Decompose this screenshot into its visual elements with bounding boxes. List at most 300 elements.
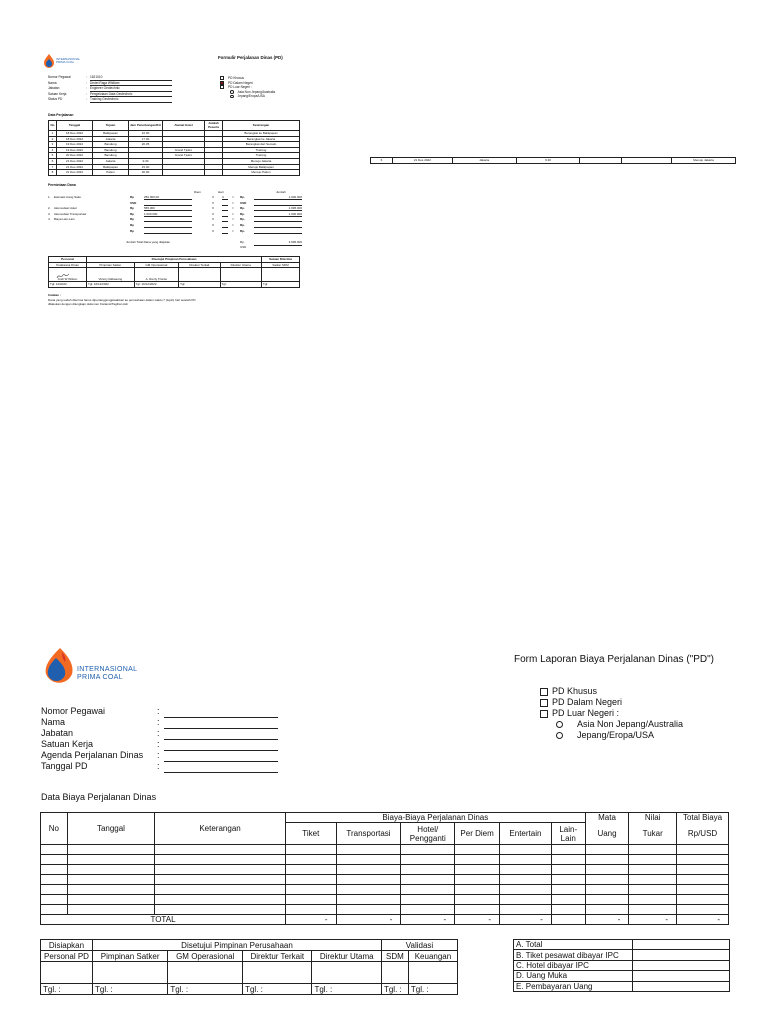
report-pd-option[interactable]: PD Khusus <box>540 686 740 697</box>
mini-itinerary-header: Jumlah Peserta <box>205 121 223 131</box>
overflow-cell[interactable]: 9.30 <box>516 158 580 164</box>
report-cell[interactable] <box>585 905 629 915</box>
mini-funds-amount[interactable] <box>144 201 192 206</box>
mini-itinerary-cell[interactable]: Berangkat dari Semalo <box>223 142 300 148</box>
mini-funds-eq: = <box>232 200 234 205</box>
mini-form <box>44 50 304 312</box>
mini-form-title: Formulir Perjalanan Dinas (PD) <box>218 55 283 60</box>
radio-icon[interactable] <box>556 721 563 728</box>
mini-funds-total[interactable] <box>254 201 302 206</box>
mini-funds-eq: = <box>232 206 234 211</box>
checkbox-icon[interactable] <box>540 688 548 696</box>
identity-colon: : <box>157 728 160 738</box>
report-cell[interactable] <box>500 875 552 885</box>
sig-space[interactable] <box>41 962 93 984</box>
checkbox-icon[interactable] <box>540 699 548 707</box>
report-cell[interactable] <box>285 845 336 855</box>
report-cell[interactable] <box>585 895 629 905</box>
mini-field-value[interactable]: Training Geotechnic <box>90 97 172 103</box>
mini-funds-days[interactable] <box>222 217 228 222</box>
mini-pd-suboption[interactable]: Jepang/Eropa/USA <box>220 94 310 99</box>
mini-funds-amount[interactable]: 565.000 <box>144 206 192 211</box>
total-value: - <box>677 915 729 925</box>
summary-label: B. Tiket pesawat dibayar IPC <box>514 950 633 960</box>
identity-colon: : <box>157 750 160 760</box>
mini-approval-date[interactable]: Tgl: <box>179 282 220 288</box>
mini-funds-days[interactable] <box>222 229 228 234</box>
report-cell[interactable] <box>155 895 286 905</box>
mini-company-logo <box>44 54 84 70</box>
report-cell[interactable] <box>155 875 286 885</box>
report-cell[interactable] <box>285 905 336 915</box>
mini-itinerary-cell[interactable]: 20 Des 2022 <box>57 153 93 159</box>
mini-funds-cur: USD <box>130 200 137 205</box>
mini-funds-days[interactable] <box>222 212 228 217</box>
mini-itinerary-header: No <box>49 121 57 131</box>
mini-approval-role: Direktur Utama <box>220 262 261 268</box>
mini-itinerary-cell[interactable]: Menuju Balikpapan <box>223 164 300 170</box>
overflow-cell[interactable]: Menuju Jakarta <box>672 158 736 164</box>
mini-itinerary-cell[interactable]: 2 <box>49 136 57 142</box>
mini-field-value[interactable]: Engineer Geotechnic <box>90 86 172 92</box>
mini-funds-amount[interactable] <box>144 229 192 234</box>
sig-date[interactable]: Tgl. : <box>243 984 312 995</box>
mini-funds-total[interactable]: 1.695.000 <box>254 206 302 211</box>
summary-value[interactable] <box>633 971 730 981</box>
mini-itinerary-cell[interactable]: Grand Tjokro <box>163 153 205 159</box>
report-cell[interactable] <box>401 855 455 865</box>
mini-itinerary-cell[interactable]: 1 <box>49 131 57 137</box>
report-cell[interactable] <box>67 865 154 875</box>
mini-itinerary-cell[interactable]: Menuju Paiton <box>223 170 300 176</box>
sig-role: GM Operasional <box>168 951 243 962</box>
sig-role: SDM <box>381 951 408 962</box>
report-cell[interactable] <box>285 865 336 875</box>
identity-input-line[interactable] <box>164 750 278 751</box>
mini-itinerary-cell[interactable]: Jakarta <box>93 158 129 164</box>
report-cell[interactable] <box>677 905 729 915</box>
mini-funds-rows <box>48 195 304 237</box>
report-cell[interactable] <box>336 905 401 915</box>
mini-itinerary-cell[interactable]: 18 Des 2022 <box>57 131 93 137</box>
mini-itinerary-cell[interactable]: 6 <box>49 158 57 164</box>
mini-itinerary-cell[interactable]: 20.00 <box>129 170 163 176</box>
report-cell[interactable] <box>500 865 552 875</box>
mini-funds-x: X <box>212 223 215 227</box>
report-cell[interactable] <box>551 865 585 875</box>
mini-itinerary-cell[interactable]: Bandung <box>93 153 129 159</box>
sig-space[interactable] <box>93 962 168 984</box>
mini-pd-option[interactable]: PD Khusus <box>220 76 310 81</box>
report-total-row <box>41 915 729 925</box>
mini-funds-amount[interactable] <box>144 217 192 222</box>
mini-approval-date[interactable]: Tgl: 16/12/2022 <box>134 282 178 288</box>
mini-itinerary-title: Data Perjalanan <box>48 113 74 117</box>
report-cell[interactable] <box>41 855 68 865</box>
radio-icon[interactable] <box>230 90 234 94</box>
sig-space[interactable] <box>168 962 243 984</box>
report-cell[interactable] <box>67 855 154 865</box>
mini-itinerary-cell[interactable]: Balikpapan <box>93 164 129 170</box>
checkbox-icon[interactable] <box>540 710 548 718</box>
report-cell[interactable] <box>336 865 401 875</box>
mini-funds-days[interactable] <box>222 206 228 211</box>
identity-label: Tanggal PD <box>41 761 88 771</box>
total-value: - <box>401 915 455 925</box>
overflow-cell[interactable] <box>622 158 672 164</box>
mini-itinerary-cell[interactable] <box>205 170 223 176</box>
report-cell[interactable] <box>155 845 286 855</box>
mini-funds-amount[interactable]: 250.000,00 <box>144 195 192 200</box>
total-value <box>551 915 585 925</box>
mini-funds-total-rp: Rp. <box>240 240 245 244</box>
report-row <box>41 895 729 905</box>
report-row <box>41 885 729 895</box>
identity-input-line[interactable] <box>164 761 278 762</box>
report-cell[interactable] <box>585 875 629 885</box>
mini-itinerary-cell[interactable]: 8 <box>49 170 57 176</box>
report-cell[interactable] <box>41 845 68 855</box>
mini-approval-role: Satkar SDM <box>262 262 300 268</box>
report-cell[interactable] <box>455 865 500 875</box>
sig-date[interactable]: Tgl. : <box>381 984 408 995</box>
checkbox-icon[interactable] <box>220 85 224 89</box>
mini-approval-date[interactable]: Tgl: <box>220 282 261 288</box>
mini-itinerary-cell[interactable]: 17.00 <box>129 136 163 142</box>
mini-approval-date[interactable]: Tgl: 12/2022 <box>49 282 87 288</box>
report-cell[interactable] <box>285 885 336 895</box>
mini-funds-header-diem: Diem <box>194 190 202 194</box>
mini-approval-name[interactable] <box>262 268 300 282</box>
report-row <box>41 905 729 915</box>
report-cost-table <box>40 812 729 925</box>
report-cell[interactable] <box>677 895 729 905</box>
mini-funds-total[interactable] <box>254 223 302 228</box>
total-label: TOTAL <box>41 915 286 925</box>
mini-pd-option[interactable]: PD Luar Negeri : <box>220 85 310 90</box>
mini-funds-days[interactable]: 4 <box>222 195 228 200</box>
mini-funds-days[interactable] <box>222 201 228 206</box>
overflow-itinerary-row <box>370 157 736 164</box>
sig-space[interactable] <box>312 962 382 984</box>
mini-funds-amount[interactable] <box>144 223 192 228</box>
report-pd-option[interactable]: PD Luar Negeri : <box>540 708 740 719</box>
overflow-cell[interactable] <box>580 158 622 164</box>
mini-approval-name[interactable]: Andi W Wilson <box>49 268 87 282</box>
identity-input-line[interactable] <box>164 728 278 729</box>
mini-itinerary-cell[interactable]: Jakarta <box>93 136 129 142</box>
report-cell[interactable] <box>629 885 677 895</box>
mini-approval-name[interactable]: Victory Rabasung <box>87 268 135 282</box>
report-cell[interactable] <box>155 855 286 865</box>
report-cell[interactable] <box>336 895 401 905</box>
overflow-cell[interactable]: 21 Des 2022 <box>392 158 452 164</box>
report-cell[interactable] <box>67 905 154 915</box>
radio-icon[interactable] <box>230 95 234 99</box>
mini-field-label: Satuan Kerja <box>48 91 67 96</box>
mini-itinerary-cell[interactable]: 20.35 <box>129 142 163 148</box>
checkbox-checked-icon[interactable] <box>220 81 224 85</box>
report-cost-body <box>41 845 729 915</box>
mini-itinerary-cell[interactable]: 15.00 <box>129 164 163 170</box>
report-cell[interactable] <box>401 885 455 895</box>
report-cell[interactable] <box>500 905 552 915</box>
identity-input-line[interactable] <box>164 739 278 740</box>
report-cell[interactable] <box>455 845 500 855</box>
identity-colon: : <box>157 761 160 771</box>
sig-space[interactable] <box>408 962 457 984</box>
summary-row <box>514 940 730 950</box>
mini-funds-total-usd: USD <box>240 245 247 249</box>
report-cell[interactable] <box>401 905 455 915</box>
report-cell[interactable] <box>585 855 629 865</box>
mini-funds-cur: Rp <box>130 223 134 227</box>
report-cell[interactable] <box>551 875 585 885</box>
sig-date[interactable]: Tgl. : <box>312 984 382 995</box>
report-cell[interactable] <box>41 865 68 875</box>
report-cell[interactable] <box>336 885 401 895</box>
mini-funds-eq: = <box>232 228 234 233</box>
mini-itinerary-cell[interactable]: 9.30 <box>129 158 163 164</box>
identity-label: Nama <box>41 717 66 727</box>
mini-funds-header-hari: Hari <box>218 190 224 194</box>
mini-field-label: Jabatan <box>48 86 60 91</box>
report-cell[interactable] <box>551 905 585 915</box>
mini-funds-header-jumlah: Jumlah <box>276 190 286 194</box>
mini-approval-date[interactable]: Tgl: 16/12/2022 <box>87 282 135 288</box>
report-cell[interactable] <box>455 885 500 895</box>
report-cell[interactable] <box>336 855 401 865</box>
mini-approval-name[interactable] <box>220 268 261 282</box>
mini-funds-total[interactable] <box>254 229 302 234</box>
report-cell[interactable] <box>500 855 552 865</box>
mini-funds-total[interactable] <box>254 217 302 222</box>
col-transportasi: Transportasi <box>336 823 401 845</box>
report-pd-option[interactable]: PD Dalam Negeri <box>540 697 740 708</box>
identity-input-line[interactable] <box>164 717 278 718</box>
mini-itinerary-cell[interactable]: 4 <box>49 147 57 153</box>
mini-itinerary-header-row <box>49 121 300 131</box>
summary-value[interactable] <box>633 950 730 960</box>
mini-funds-label: Estimasi Uang Saku <box>54 195 82 199</box>
summary-row <box>514 950 730 960</box>
mini-pd-suboption[interactable]: Asia Non Jepang/Australia <box>220 90 310 95</box>
mini-itinerary-cell[interactable]: Bandung <box>93 147 129 153</box>
summary-value[interactable] <box>633 981 730 991</box>
mini-itinerary-cell[interactable]: Balikpapan <box>93 131 129 137</box>
report-cell[interactable] <box>455 905 500 915</box>
report-cell[interactable] <box>401 865 455 875</box>
mini-approval-role: GM Operasional <box>134 262 178 268</box>
report-cell[interactable] <box>336 875 401 885</box>
report-cell[interactable] <box>629 905 677 915</box>
mini-funds-x: X <box>212 195 215 199</box>
overflow-cell[interactable]: 6 <box>371 158 393 164</box>
mini-identity-fields <box>48 75 188 103</box>
report-cell[interactable] <box>500 895 552 905</box>
mini-itinerary-cell[interactable]: Paiton <box>93 170 129 176</box>
mini-funds-eq: = <box>232 223 234 227</box>
report-cell[interactable] <box>67 875 154 885</box>
report-cell[interactable] <box>41 885 68 895</box>
sig-date[interactable]: Tgl. : <box>408 984 457 995</box>
mini-approval-role: Direktur Terkait <box>179 262 220 268</box>
report-cell[interactable] <box>67 895 154 905</box>
report-cell[interactable] <box>401 875 455 885</box>
mini-funds-x: X <box>212 200 215 205</box>
report-cell[interactable] <box>455 875 500 885</box>
mini-itinerary-header: Alamat Hotel <box>163 121 205 131</box>
mini-itinerary-cell[interactable]: 19 Des 2022 <box>57 147 93 153</box>
report-cell[interactable] <box>336 845 401 855</box>
mini-itinerary-cell[interactable]: Training <box>223 147 300 153</box>
sig-role: Direktur Terkait <box>243 951 312 962</box>
mini-itinerary-cell[interactable]: 21 Des 2022 <box>57 170 93 176</box>
total-value: - <box>455 915 500 925</box>
report-cell[interactable] <box>551 885 585 895</box>
mini-funds-days[interactable] <box>222 223 228 228</box>
sig-date[interactable]: Tgl. : <box>41 984 93 995</box>
summary-value[interactable] <box>633 940 730 950</box>
identity-input-line[interactable] <box>164 772 278 773</box>
mini-funds-amount[interactable]: 1.000.000 <box>144 212 192 217</box>
mini-field-value[interactable]: Dedet Raga Whitlam <box>90 81 172 87</box>
mini-itinerary-cell[interactable]: 19 Des 2022 <box>57 142 93 148</box>
mini-itinerary-cell[interactable]: Training <box>223 153 300 159</box>
mini-itinerary-row <box>49 170 300 176</box>
report-cell[interactable] <box>155 905 286 915</box>
mini-funds-total-value: 3.695.000 <box>254 240 302 246</box>
report-cell[interactable] <box>500 885 552 895</box>
report-cell[interactable] <box>41 905 68 915</box>
mini-funds-no: 4. <box>48 217 51 222</box>
mini-itinerary-header: Keterangan <box>223 121 300 131</box>
report-signature-table <box>40 939 458 995</box>
report-cell[interactable] <box>585 845 629 855</box>
mini-funds-cur: Rp <box>130 195 134 199</box>
report-cell[interactable] <box>67 885 154 895</box>
report-row <box>41 875 729 885</box>
sig-disetujui: Disetujui Pimpinan Perusahaan <box>93 940 382 951</box>
mini-field-value[interactable]: Pengelolaan Data Geotechnic <box>90 92 172 98</box>
report-pd-suboption[interactable]: Jepang/Eropa/USA <box>540 730 740 741</box>
mini-funds-total-label: Jumlah Total Dana yang diajukan <box>126 240 171 244</box>
report-row <box>41 865 729 875</box>
mini-notes-text: Dana yang sudah diterima harus dipertanggungjawabkan ke perusahaan dalam waktu 7 (tujuh) hari setelah PD <box>48 298 196 302</box>
report-cell[interactable] <box>677 865 729 875</box>
mini-field-value[interactable]: 1621010 <box>90 75 172 81</box>
report-cell[interactable] <box>41 875 68 885</box>
mini-funds-total[interactable]: 1.000.000 <box>254 212 302 217</box>
report-summary-table <box>513 939 730 992</box>
report-cell[interactable] <box>585 865 629 875</box>
mini-itinerary-cell[interactable] <box>163 170 205 176</box>
mini-itinerary-header: Tanggal <box>57 121 93 131</box>
overflow-cell[interactable]: Jakarta <box>452 158 516 164</box>
report-cell[interactable] <box>629 875 677 885</box>
mini-approval-name[interactable] <box>179 268 220 282</box>
report-cell[interactable] <box>629 895 677 905</box>
radio-icon[interactable] <box>556 732 563 739</box>
mini-itinerary-cell[interactable]: Berangkat ke Jakarta <box>223 136 300 142</box>
mini-funds-eq: = <box>232 217 234 222</box>
mini-approval-col-left: Personal <box>49 257 87 263</box>
mini-approval-name[interactable]: A. Renty Trianto <box>134 268 178 282</box>
report-cell[interactable] <box>677 885 729 895</box>
mini-approval-date[interactable]: Tgl: <box>262 282 300 288</box>
mini-pd-options <box>220 76 310 99</box>
report-cell[interactable] <box>41 895 68 905</box>
mini-itinerary-cell[interactable]: 16.00 <box>129 131 163 137</box>
checkbox-icon[interactable] <box>220 76 224 80</box>
report-cell[interactable] <box>67 845 154 855</box>
sig-disiapkan: Disiapkan <box>41 940 93 951</box>
col-no: No <box>41 813 68 845</box>
mini-itinerary-cell[interactable]: Menuju Jakarta <box>223 158 300 164</box>
mini-itinerary-cell[interactable]: 21 Des 2022 <box>57 164 93 170</box>
report-cell[interactable] <box>551 855 585 865</box>
summary-label: D. Uang Muka <box>514 971 633 981</box>
report-cell[interactable] <box>285 875 336 885</box>
sig-date[interactable]: Tgl. : <box>93 984 168 995</box>
mini-field-row: Status PD : Training Geotechnic <box>48 97 188 103</box>
report-cell[interactable] <box>629 845 677 855</box>
sig-space[interactable] <box>381 962 408 984</box>
report-cell[interactable] <box>629 855 677 865</box>
summary-label: E. Pembayaran Uang <box>514 981 633 991</box>
report-cell[interactable] <box>285 855 336 865</box>
report-cell[interactable] <box>401 895 455 905</box>
mini-field-row: Nama : Dedet Raga Whitlam <box>48 81 188 87</box>
report-cell[interactable] <box>455 855 500 865</box>
report-cell[interactable] <box>285 895 336 905</box>
mini-funds-total[interactable]: 1.000.000 <box>254 195 302 200</box>
report-cell[interactable] <box>677 875 729 885</box>
identity-colon: : <box>157 706 160 716</box>
total-value: - <box>585 915 629 925</box>
report-cell[interactable] <box>401 845 455 855</box>
report-cell[interactable] <box>155 885 286 895</box>
summary-value[interactable] <box>633 960 730 970</box>
report-cell[interactable] <box>585 885 629 895</box>
mini-itinerary-cell[interactable]: 3 <box>49 142 57 148</box>
mini-itinerary-cell[interactable]: 5 <box>49 153 57 159</box>
report-cell[interactable] <box>551 845 585 855</box>
mini-itinerary-cell[interactable]: 21 Des 2022 <box>57 158 93 164</box>
mini-itinerary-cell[interactable]: 7 <box>49 164 57 170</box>
mini-pd-option[interactable]: PD Dalam Negeri <box>220 81 310 86</box>
report-cell[interactable] <box>677 855 729 865</box>
report-cell[interactable] <box>677 845 729 855</box>
report-pd-suboption[interactable]: Asia Non Jepang/Australia <box>540 719 740 730</box>
report-cell[interactable] <box>500 845 552 855</box>
report-cell[interactable] <box>455 895 500 905</box>
col-tiket: Tiket <box>285 823 336 845</box>
report-cell[interactable] <box>629 865 677 875</box>
mini-itinerary-cell[interactable]: Bandung <box>93 142 129 148</box>
mini-itinerary-cell[interactable]: 18 Des 2022 <box>57 136 93 142</box>
identity-label: Nomor Pegawai <box>41 706 106 716</box>
report-cell[interactable] <box>155 865 286 875</box>
total-value: - <box>285 915 336 925</box>
mini-itinerary-cell[interactable]: Berangkat ke Balikpapan <box>223 131 300 137</box>
mini-funds-cur: Rp <box>130 206 134 211</box>
mini-itinerary-cell[interactable]: Grand Tjokro <box>163 147 205 153</box>
sig-date[interactable]: Tgl. : <box>168 984 243 995</box>
sig-space[interactable] <box>243 962 312 984</box>
mini-funds-rp: Rp. <box>240 211 245 216</box>
report-cell[interactable] <box>551 895 585 905</box>
